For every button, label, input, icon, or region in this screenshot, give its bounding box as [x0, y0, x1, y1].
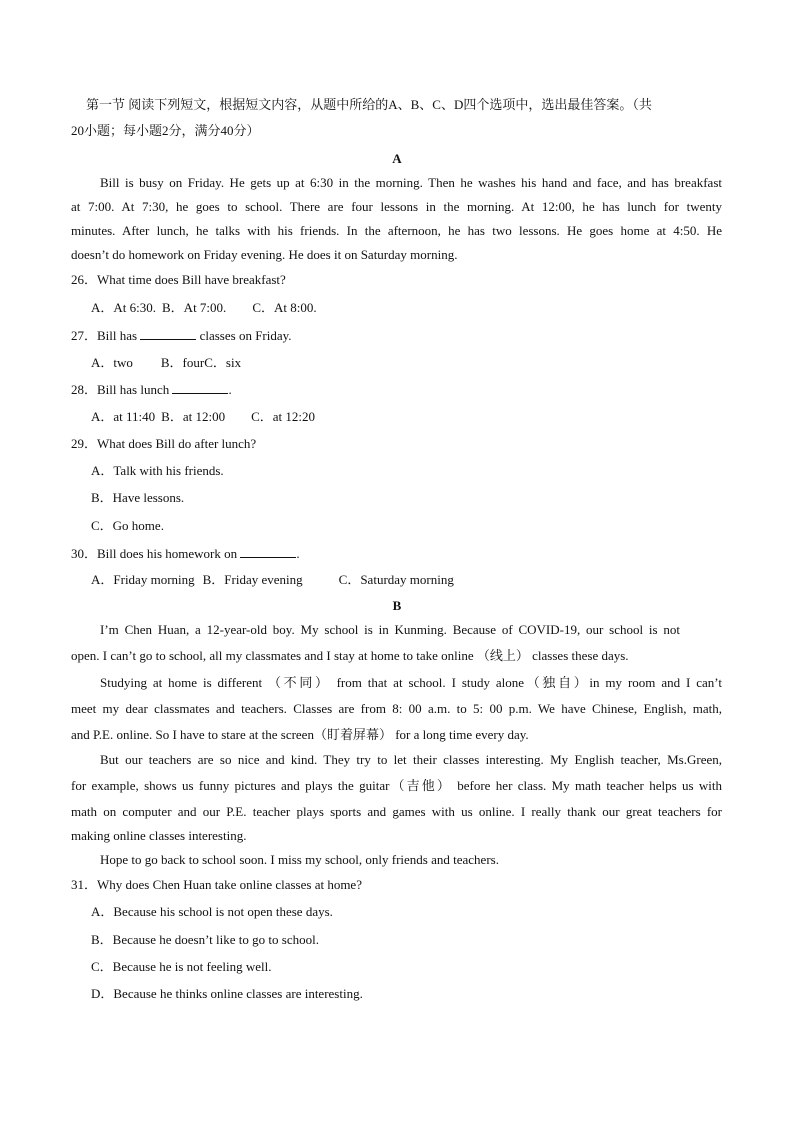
option-b[interactable]: B．Have lessons.	[91, 490, 185, 505]
passage-b-line: I’m Chen Huan, a 12-year-old boy. My school is in Kunming. Because of COVID-19, our school is not	[100, 622, 680, 637]
option-c[interactable]: C．Saturday morning	[338, 572, 454, 587]
passage-a-heading: A	[392, 151, 402, 166]
question-27-stem-pre: 27．Bill has	[71, 328, 138, 343]
question-27-stem-post: classes on Friday.	[199, 328, 292, 343]
option-b[interactable]: B．At 7:00.	[162, 300, 227, 315]
option-a[interactable]: A．two	[91, 355, 133, 370]
passage-a-line: doesn’t do homework on Friday evening. He does it on Saturday morning.	[71, 247, 458, 262]
passage-b-line: making online classes interesting.	[71, 828, 247, 843]
question-30-stem	[71, 545, 300, 562]
passage-b-line: Studying at home is different （不同） from that at school. I study alone（独自）in my room and I can’t	[100, 675, 722, 690]
option-a[interactable]: A．Because his school is not open these days.	[91, 904, 333, 919]
question-30-options	[91, 572, 454, 588]
question-28-options	[91, 409, 315, 425]
option-c[interactable]: C．At 8:00.	[252, 300, 317, 315]
passage-b-line: and P.E. online. So I have to stare at the screen（盯着屏幕） for a long time every day.	[71, 727, 529, 742]
passage-b-line: for example, shows us funny pictures and plays the guitar（吉他） before her class. My math teacher helps us with	[71, 778, 722, 793]
question-27-answer-blank[interactable]	[140, 327, 196, 340]
option-a[interactable]: A．at 11:40	[91, 409, 156, 424]
passage-b-line: But our teachers are so nice and kind. They try to let their classes interesting. My English teacher, Ms.Green,	[100, 752, 722, 767]
passage-a-line: minutes. After lunch, he talks with his friends. In the afternoon, he has two lessons. He goes home at 4:50. He	[71, 223, 722, 238]
option-b[interactable]: B．at 12:00	[161, 409, 226, 424]
passage-b-line: open. I can’t go to school, all my classmates and I stay at home to take online （线上） classes these days.	[71, 648, 629, 663]
passage-b-line: Hope to go back to school soon. I miss my school, only friends and teachers.	[100, 852, 499, 867]
option-c[interactable]: C．six	[204, 355, 242, 370]
question-28-stem-post: .	[228, 382, 232, 397]
question-29-stem: 29．What does Bill do after lunch?	[71, 436, 257, 451]
question-28-answer-blank[interactable]	[172, 381, 228, 394]
option-a[interactable]: A．Friday morning	[91, 572, 195, 587]
option-d[interactable]: D．Because he thinks online classes are interesting.	[91, 986, 363, 1001]
option-b[interactable]: B．Friday evening	[202, 572, 303, 587]
option-c[interactable]: C．Go home.	[91, 518, 164, 533]
question-26-options	[91, 300, 317, 316]
option-c[interactable]: C．at 12:20	[251, 409, 315, 424]
option-b[interactable]: B．Because he doesn’t like to go to school.	[91, 932, 319, 947]
question-28-stem	[71, 381, 232, 398]
passage-b-line: meet my dear classmates and teachers. Classes are from 8: 00 a.m. to 5: 00 p.m. We have Chinese, English, math,	[71, 701, 722, 716]
passage-a-line: at 7:00. At 7:30, he goes to school. There are four lessons in the morning. At 12:00, he has lunch for twenty	[71, 199, 722, 214]
passage-b-heading: B	[392, 598, 402, 613]
question-30-answer-blank[interactable]	[240, 545, 296, 558]
passage-b-line: math on computer and our P.E. teacher plays sports and games with us online. I really thank our great teachers for	[71, 804, 722, 819]
question-30-stem-post: .	[296, 546, 300, 561]
question-30-stem-pre: 30．Bill does his homework on	[71, 546, 238, 561]
question-27-stem	[71, 327, 292, 344]
option-a[interactable]: A．Talk with his friends.	[91, 463, 224, 478]
section-intro-line-1: 第一节 阅读下列短文，根据短文内容，从题中所给的A、B、C、D四个选项中，选出最佳答案。（共	[86, 97, 652, 112]
question-31-stem: 31．Why does Chen Huan take online classes at home?	[71, 877, 362, 892]
option-a[interactable]: A．At 6:30.	[91, 300, 157, 315]
section-intro-line-2: 20小题；每小题2分，满分40分）	[71, 123, 260, 138]
option-c[interactable]: C．Because he is not feeling well.	[91, 959, 272, 974]
passage-a-line: Bill is busy on Friday. He gets up at 6:30 in the morning. Then he washes his hand and face, and has breakfast	[100, 175, 722, 190]
option-b[interactable]: B．four	[160, 355, 205, 370]
question-26-stem: 26．What time does Bill have breakfast?	[71, 272, 286, 287]
question-27-options	[91, 355, 241, 371]
question-28-stem-pre: 28．Bill has lunch	[71, 382, 170, 397]
